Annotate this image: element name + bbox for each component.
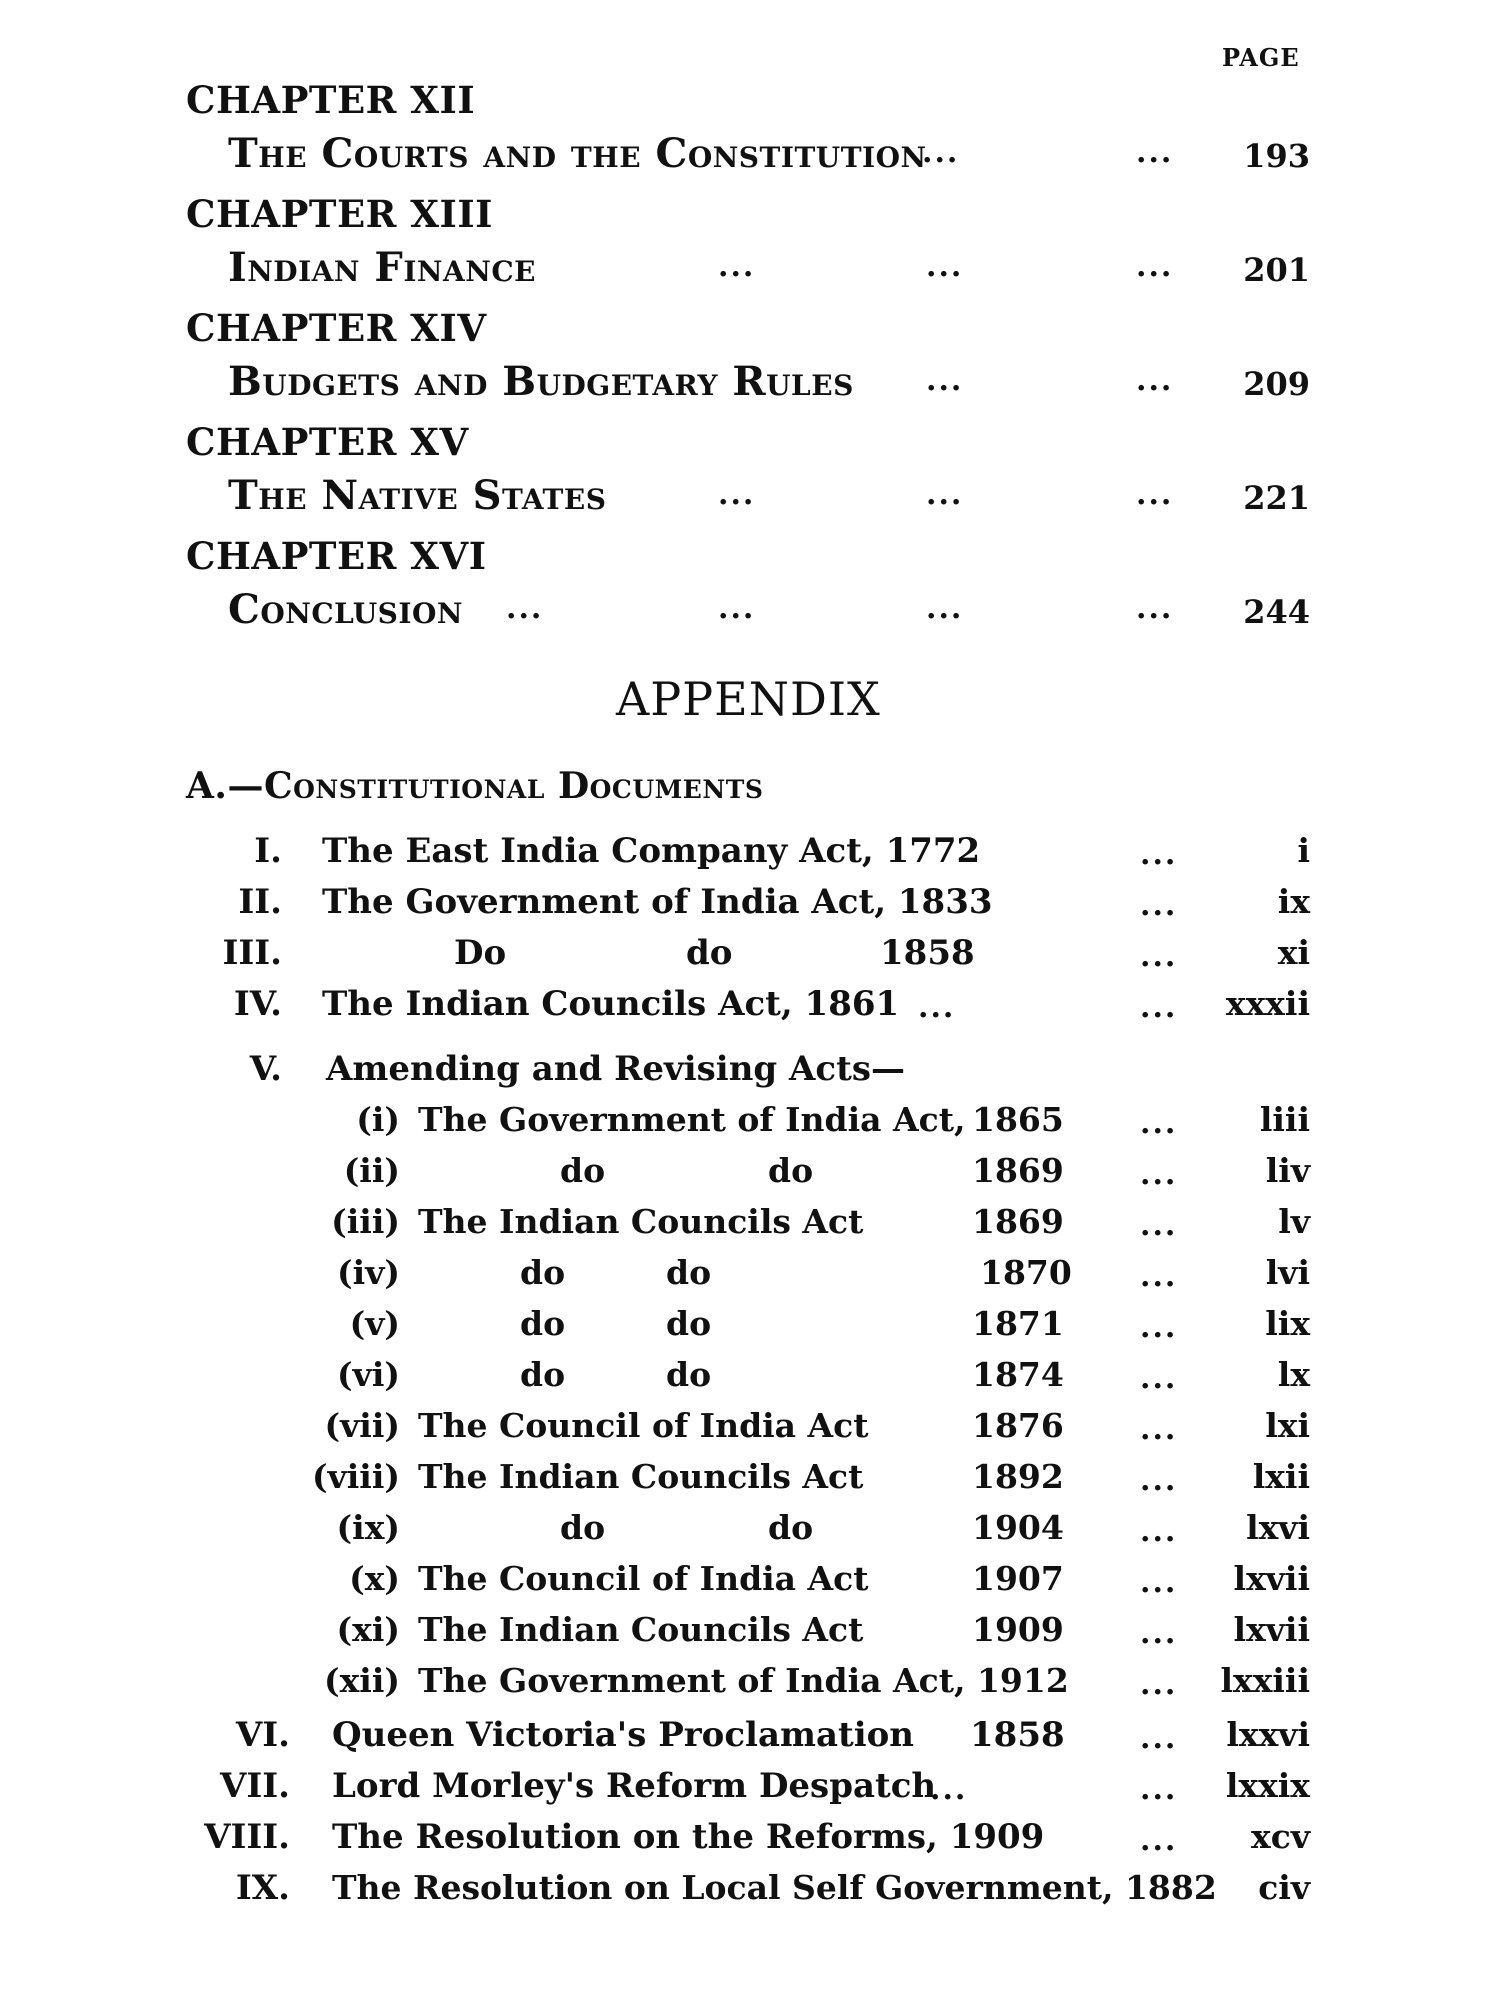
leader-dots: ...: [926, 363, 964, 398]
leader-dots: ...: [1140, 1772, 1178, 1807]
chapter-page-number: 201: [1243, 251, 1310, 289]
leader-dots: ...: [1140, 837, 1178, 872]
leader-dots: ...: [922, 135, 960, 170]
leader-dots: ...: [718, 249, 756, 284]
sub-entry-page-number: liii: [1259, 1100, 1310, 1139]
sub-entry-number: (iii): [331, 1202, 400, 1241]
sub-entry-page-number: liv: [1265, 1151, 1310, 1190]
chapter-title: Indian Finance: [228, 244, 536, 291]
chapter-heading: CHAPTER XV: [186, 420, 469, 464]
sub-entry-year: 1870: [980, 1253, 1072, 1292]
entry-number: IV.: [233, 984, 282, 1024]
entry-page-number: i: [1297, 831, 1310, 870]
sub-entry-title: do: [560, 1151, 606, 1190]
leader-dots: ...: [1136, 135, 1174, 170]
entry-page-number: xcv: [1251, 1817, 1310, 1856]
leader-dots: ...: [1140, 939, 1178, 974]
sub-entry-page-number: lxvi: [1246, 1508, 1310, 1547]
chapter-title: Budgets and Budgetary Rules: [228, 358, 854, 405]
sub-entry-title-ditto: do: [768, 1151, 814, 1190]
sub-entry-year: 1904: [972, 1508, 1064, 1547]
chapter-heading: CHAPTER XVI: [186, 534, 487, 578]
appendix-section-title: A.—Constitutional Documents: [186, 765, 764, 807]
sub-entry-number: (x): [349, 1559, 400, 1598]
entry-title: The Indian Councils Act, 1861: [322, 984, 900, 1024]
sub-entry-year: 1865: [972, 1100, 1064, 1139]
sub-entry-title: The Indian Councils Act: [418, 1457, 864, 1496]
sub-entry-page-number: lix: [1265, 1304, 1310, 1343]
sub-entry-title-ditto: do: [666, 1304, 712, 1343]
sub-entry-year: 1871: [972, 1304, 1064, 1343]
entry-number: VII.: [219, 1766, 290, 1806]
leader-dots: ...: [506, 591, 544, 626]
sub-entry-title-ditto: do: [666, 1355, 712, 1394]
chapter-page-number: 244: [1243, 593, 1310, 631]
entry-title: The Government of India Act, 1833: [322, 882, 993, 922]
entry-title: The Resolution on the Reforms, 1909: [332, 1817, 1045, 1857]
sub-entry-title: The Council of India Act: [418, 1559, 869, 1598]
sub-entry-number: (i): [356, 1100, 400, 1139]
entry-title: The Resolution on Local Self Government, 1882: [332, 1868, 1217, 1907]
entry-title: Amending and Revising Acts—: [326, 1049, 905, 1089]
chapter-heading: CHAPTER XIII: [186, 192, 493, 236]
sub-entry-year: 1869: [972, 1151, 1064, 1190]
leader-dots: ...: [1140, 1106, 1178, 1141]
sub-entry-page-number: lxxiii: [1220, 1661, 1310, 1700]
sub-entry-number: (ii): [343, 1151, 400, 1190]
sub-entry-page-number: lxvii: [1233, 1610, 1310, 1649]
sub-entry-title: The Council of India Act: [418, 1406, 869, 1445]
entry-year: 1858: [970, 1715, 1065, 1755]
sub-entry-page-number: lxi: [1265, 1406, 1310, 1445]
sub-entry-year: 1892: [972, 1457, 1064, 1496]
leader-dots: ...: [930, 1772, 968, 1807]
entry-year: 1858: [880, 933, 975, 973]
sub-entry-page-number: lv: [1278, 1202, 1310, 1241]
sub-entry-year: 1869: [972, 1202, 1064, 1241]
entry-page-number: lxxix: [1225, 1766, 1310, 1805]
sub-entry-title: The Indian Councils Act: [418, 1610, 864, 1649]
appendix-title: APPENDIX: [616, 672, 881, 726]
sub-entry-year: 1876: [972, 1406, 1064, 1445]
leader-dots: ...: [1140, 1157, 1178, 1192]
sub-entry-title-ditto: do: [666, 1253, 712, 1292]
entry-title-ditto: do: [686, 933, 733, 973]
leader-dots: ...: [1140, 1514, 1178, 1549]
page-column-label: PAGE: [1222, 43, 1300, 72]
sub-entry-page-number: lxii: [1252, 1457, 1310, 1496]
leader-dots: ...: [1140, 888, 1178, 923]
sub-entry-number: (xii): [324, 1661, 400, 1700]
sub-entry-year: 1909: [972, 1610, 1064, 1649]
sub-entry-number: (ix): [336, 1508, 400, 1547]
entry-number: III.: [222, 933, 282, 973]
leader-dots: ...: [1140, 1412, 1178, 1447]
entry-page-number: civ: [1258, 1868, 1310, 1907]
sub-entry-title: do: [520, 1355, 566, 1394]
leader-dots: ...: [926, 477, 964, 512]
sub-entry-number: (vii): [324, 1406, 400, 1445]
entry-number: VI.: [235, 1715, 290, 1755]
entry-title: Do: [454, 933, 507, 973]
leader-dots: ...: [1136, 363, 1174, 398]
entry-page-number: ix: [1277, 882, 1310, 921]
sub-entry-page-number: lvi: [1265, 1253, 1310, 1292]
leader-dots: ...: [718, 591, 756, 626]
sub-entry-title: The Indian Councils Act: [418, 1202, 864, 1241]
sub-entry-number: (viii): [311, 1457, 400, 1496]
entry-number: II.: [238, 882, 282, 922]
sub-entry-year: 1874: [972, 1355, 1064, 1394]
sub-entry-title: do: [520, 1253, 566, 1292]
chapter-heading: CHAPTER XIV: [186, 306, 487, 350]
chapter-page-number: 193: [1243, 137, 1310, 175]
sub-entry-title: do: [520, 1304, 566, 1343]
sub-entry-number: (iv): [337, 1253, 400, 1292]
entry-title: Lord Morley's Reform Despatch: [332, 1766, 937, 1806]
sub-entry-title: do: [560, 1508, 606, 1547]
sub-entry-number: (v): [349, 1304, 400, 1343]
entry-page-number: lxxvi: [1226, 1715, 1310, 1754]
leader-dots: ...: [1140, 1361, 1178, 1396]
leader-dots: ...: [1136, 249, 1174, 284]
leader-dots: ...: [1140, 1208, 1178, 1243]
entry-title: Queen Victoria's Proclamation: [332, 1715, 915, 1755]
leader-dots: ...: [1136, 477, 1174, 512]
entry-page-number: xxxii: [1225, 984, 1310, 1023]
chapter-page-number: 209: [1243, 365, 1310, 403]
sub-entry-title: The Government of India Act, 1912: [418, 1661, 1069, 1700]
chapter-page-number: 221: [1243, 479, 1310, 517]
chapter-title: Conclusion: [228, 586, 463, 633]
entry-number: V.: [249, 1049, 282, 1089]
entry-number: IX.: [235, 1868, 290, 1908]
sub-entry-year: 1907: [972, 1559, 1064, 1598]
entry-page-number: xi: [1277, 933, 1310, 972]
leader-dots: ...: [1140, 1616, 1178, 1651]
leader-dots: ...: [718, 477, 756, 512]
leader-dots: ...: [1140, 1565, 1178, 1600]
leader-dots: ...: [1140, 1721, 1178, 1756]
leader-dots: ...: [926, 249, 964, 284]
leader-dots: ...: [918, 990, 956, 1025]
chapter-title: The Native States: [228, 472, 607, 519]
chapter-title: The Courts and the Constitution: [228, 130, 927, 177]
sub-entry-title: The Government of India Act,: [418, 1100, 966, 1139]
leader-dots: ...: [1136, 591, 1174, 626]
leader-dots: ...: [1140, 1823, 1178, 1858]
sub-entry-number: (xi): [336, 1610, 400, 1649]
sub-entry-page-number: lx: [1277, 1355, 1310, 1394]
leader-dots: ...: [1140, 1667, 1178, 1702]
entry-number: VIII.: [204, 1817, 290, 1857]
entry-title: The East India Company Act, 1772: [322, 831, 981, 871]
leader-dots: ...: [1140, 1259, 1178, 1294]
entry-number: I.: [254, 831, 282, 871]
sub-entry-page-number: lxvii: [1233, 1559, 1310, 1598]
chapter-heading: CHAPTER XII: [186, 78, 476, 122]
leader-dots: ...: [926, 591, 964, 626]
leader-dots: ...: [1140, 1310, 1178, 1345]
leader-dots: ...: [1140, 1463, 1178, 1498]
leader-dots: ...: [1140, 990, 1178, 1025]
sub-entry-title-ditto: do: [768, 1508, 814, 1547]
sub-entry-number: (vi): [337, 1355, 400, 1394]
